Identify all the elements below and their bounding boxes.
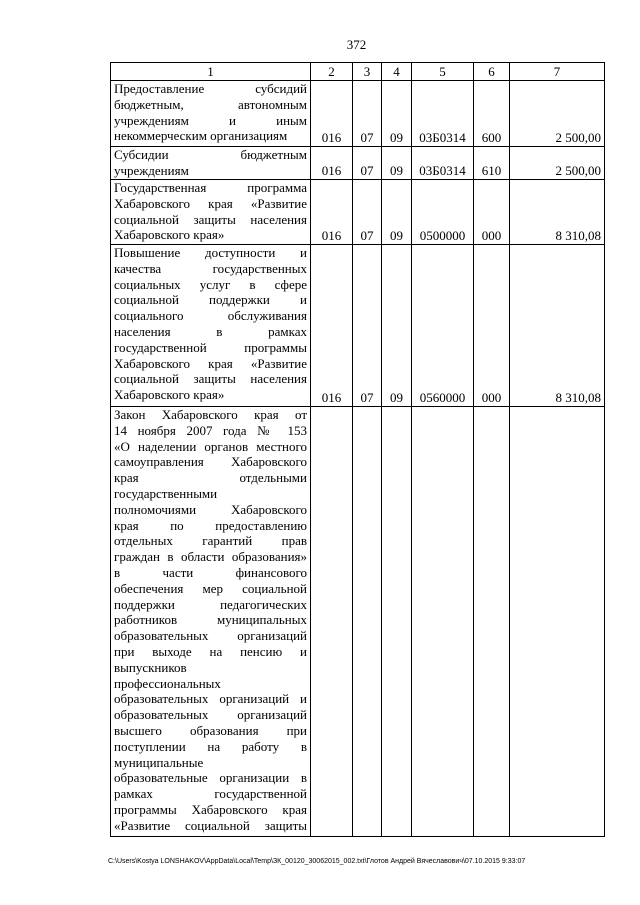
description-line: Государственная программа xyxy=(114,180,307,195)
description-line: Закон Хабаровского края от xyxy=(114,407,307,422)
description-line: социального обслуживания xyxy=(114,308,307,324)
description-line: «О наделении органов местного xyxy=(114,438,307,454)
row-description xyxy=(111,245,311,407)
column-header-name: 1 xyxy=(111,63,311,81)
description-line: программы Хабаровского края xyxy=(114,801,307,817)
description-line: «Развитие социальной защиты xyxy=(114,817,307,833)
row-expense-type: 600 xyxy=(474,81,510,147)
row-subsection xyxy=(382,407,412,837)
row-code: 016 xyxy=(311,81,353,147)
description-line: некоммерческим организациям xyxy=(114,128,288,144)
description-line: в части финансового xyxy=(114,564,307,580)
description-line: Хабаровского края» xyxy=(114,227,225,243)
row-section xyxy=(353,407,382,837)
description-line: образовательных организаций xyxy=(114,707,307,723)
description-line: отдельных гарантий прав xyxy=(114,533,307,549)
row-subsection: 09 xyxy=(382,180,412,245)
description-line: Предоставление субсидий xyxy=(114,81,307,96)
description-line: социальной защиты населения xyxy=(114,371,307,387)
description-line: социальной защиты населения xyxy=(114,211,307,227)
description-line: поддержки педагогических xyxy=(114,596,307,612)
row-code: 016 xyxy=(311,180,353,245)
budget-table xyxy=(110,62,605,837)
description-line: Хабаровского края «Развитие xyxy=(114,195,307,211)
description-line: Хабаровского края» xyxy=(114,387,225,403)
row-amount xyxy=(510,407,605,837)
description-line: полномочиями Хабаровского xyxy=(114,501,307,517)
row-expense-type: 610 xyxy=(474,147,510,180)
table-row xyxy=(111,81,605,147)
description-line: бюджетным, автономным xyxy=(114,96,307,112)
description-line: работников муниципальных xyxy=(114,612,307,628)
table-row xyxy=(111,245,605,407)
row-description xyxy=(111,147,311,180)
column-header-expense-type: 6 xyxy=(474,63,510,81)
row-target: 0500000 xyxy=(412,180,474,245)
row-section: 07 xyxy=(353,81,382,147)
description-line: при выходе на пенсию и xyxy=(114,643,307,659)
row-amount: 2 500,00 xyxy=(510,81,605,147)
description-line: края отдельными xyxy=(114,470,307,486)
row-expense-type xyxy=(474,407,510,837)
row-code: 016 xyxy=(311,147,353,180)
row-subsection: 09 xyxy=(382,147,412,180)
description-line: качества государственных xyxy=(114,260,307,276)
description-line: социальных услуг в сфере xyxy=(114,276,307,292)
row-code xyxy=(311,407,353,837)
row-section: 07 xyxy=(353,180,382,245)
description-line: Хабаровского края «Развитие xyxy=(114,355,307,371)
description-line: муниципальные xyxy=(114,754,204,770)
row-target: 03Б0314 xyxy=(412,81,474,147)
column-header-code: 2 xyxy=(311,63,353,81)
table-row xyxy=(111,407,605,837)
row-code: 016 xyxy=(311,245,353,407)
column-header-target: 5 xyxy=(412,63,474,81)
description-line: Повышение доступности и xyxy=(114,245,307,260)
description-line: выпускников xyxy=(114,659,187,675)
description-line: обеспечения мер социальной xyxy=(114,580,307,596)
row-description xyxy=(111,81,311,147)
row-subsection: 09 xyxy=(382,245,412,407)
description-line: граждан в области образования» xyxy=(114,549,307,565)
table-row xyxy=(111,180,605,245)
description-line: 14 ноября 2007 года № 153 xyxy=(114,422,307,438)
description-line: государственными xyxy=(114,485,218,501)
row-description xyxy=(111,407,311,837)
row-target xyxy=(412,407,474,837)
description-line: поступлении на работу в xyxy=(114,738,307,754)
column-header-subsection: 4 xyxy=(382,63,412,81)
description-line: Субсидии бюджетным xyxy=(114,147,307,162)
description-line: самоуправления Хабаровского xyxy=(114,454,307,470)
row-amount: 2 500,00 xyxy=(510,147,605,180)
row-description xyxy=(111,180,311,245)
row-expense-type: 000 xyxy=(474,245,510,407)
description-line: образовательных организаций и xyxy=(114,691,307,707)
description-line: высшего образования при xyxy=(114,722,307,738)
description-line: края по предоставлению xyxy=(114,517,307,533)
description-line: учреждениям и иным xyxy=(114,112,307,128)
row-target: 0560000 xyxy=(412,245,474,407)
row-amount: 8 310,08 xyxy=(510,245,605,407)
description-line: образовательных организаций xyxy=(114,628,307,644)
description-line: профессиональных xyxy=(114,675,221,691)
row-target: 03Б0314 xyxy=(412,147,474,180)
column-header-section: 3 xyxy=(353,63,382,81)
row-amount: 8 310,08 xyxy=(510,180,605,245)
row-expense-type: 000 xyxy=(474,180,510,245)
column-header-amount: 7 xyxy=(510,63,605,81)
description-line: рамках государственной xyxy=(114,786,307,802)
document-footer-path: C:\Users\Kostya LONSHAKOV\AppData\Local\Temp\ЗК_00120_30062015_002.txt\Глотов Андрей Вячеславович\07.10.2015 9:33:07 xyxy=(108,858,526,865)
table-row xyxy=(111,147,605,180)
table-header-row xyxy=(111,63,605,81)
description-line: социальной поддержки и xyxy=(114,292,307,308)
description-line: населения в рамках xyxy=(114,323,307,339)
description-line: государственной программы xyxy=(114,339,307,355)
row-section: 07 xyxy=(353,245,382,407)
page-number: 372 xyxy=(346,37,367,52)
row-subsection: 09 xyxy=(382,81,412,147)
row-section: 07 xyxy=(353,147,382,180)
description-line: образовательные организации в xyxy=(114,770,307,786)
description-line: учреждениям xyxy=(114,162,189,178)
